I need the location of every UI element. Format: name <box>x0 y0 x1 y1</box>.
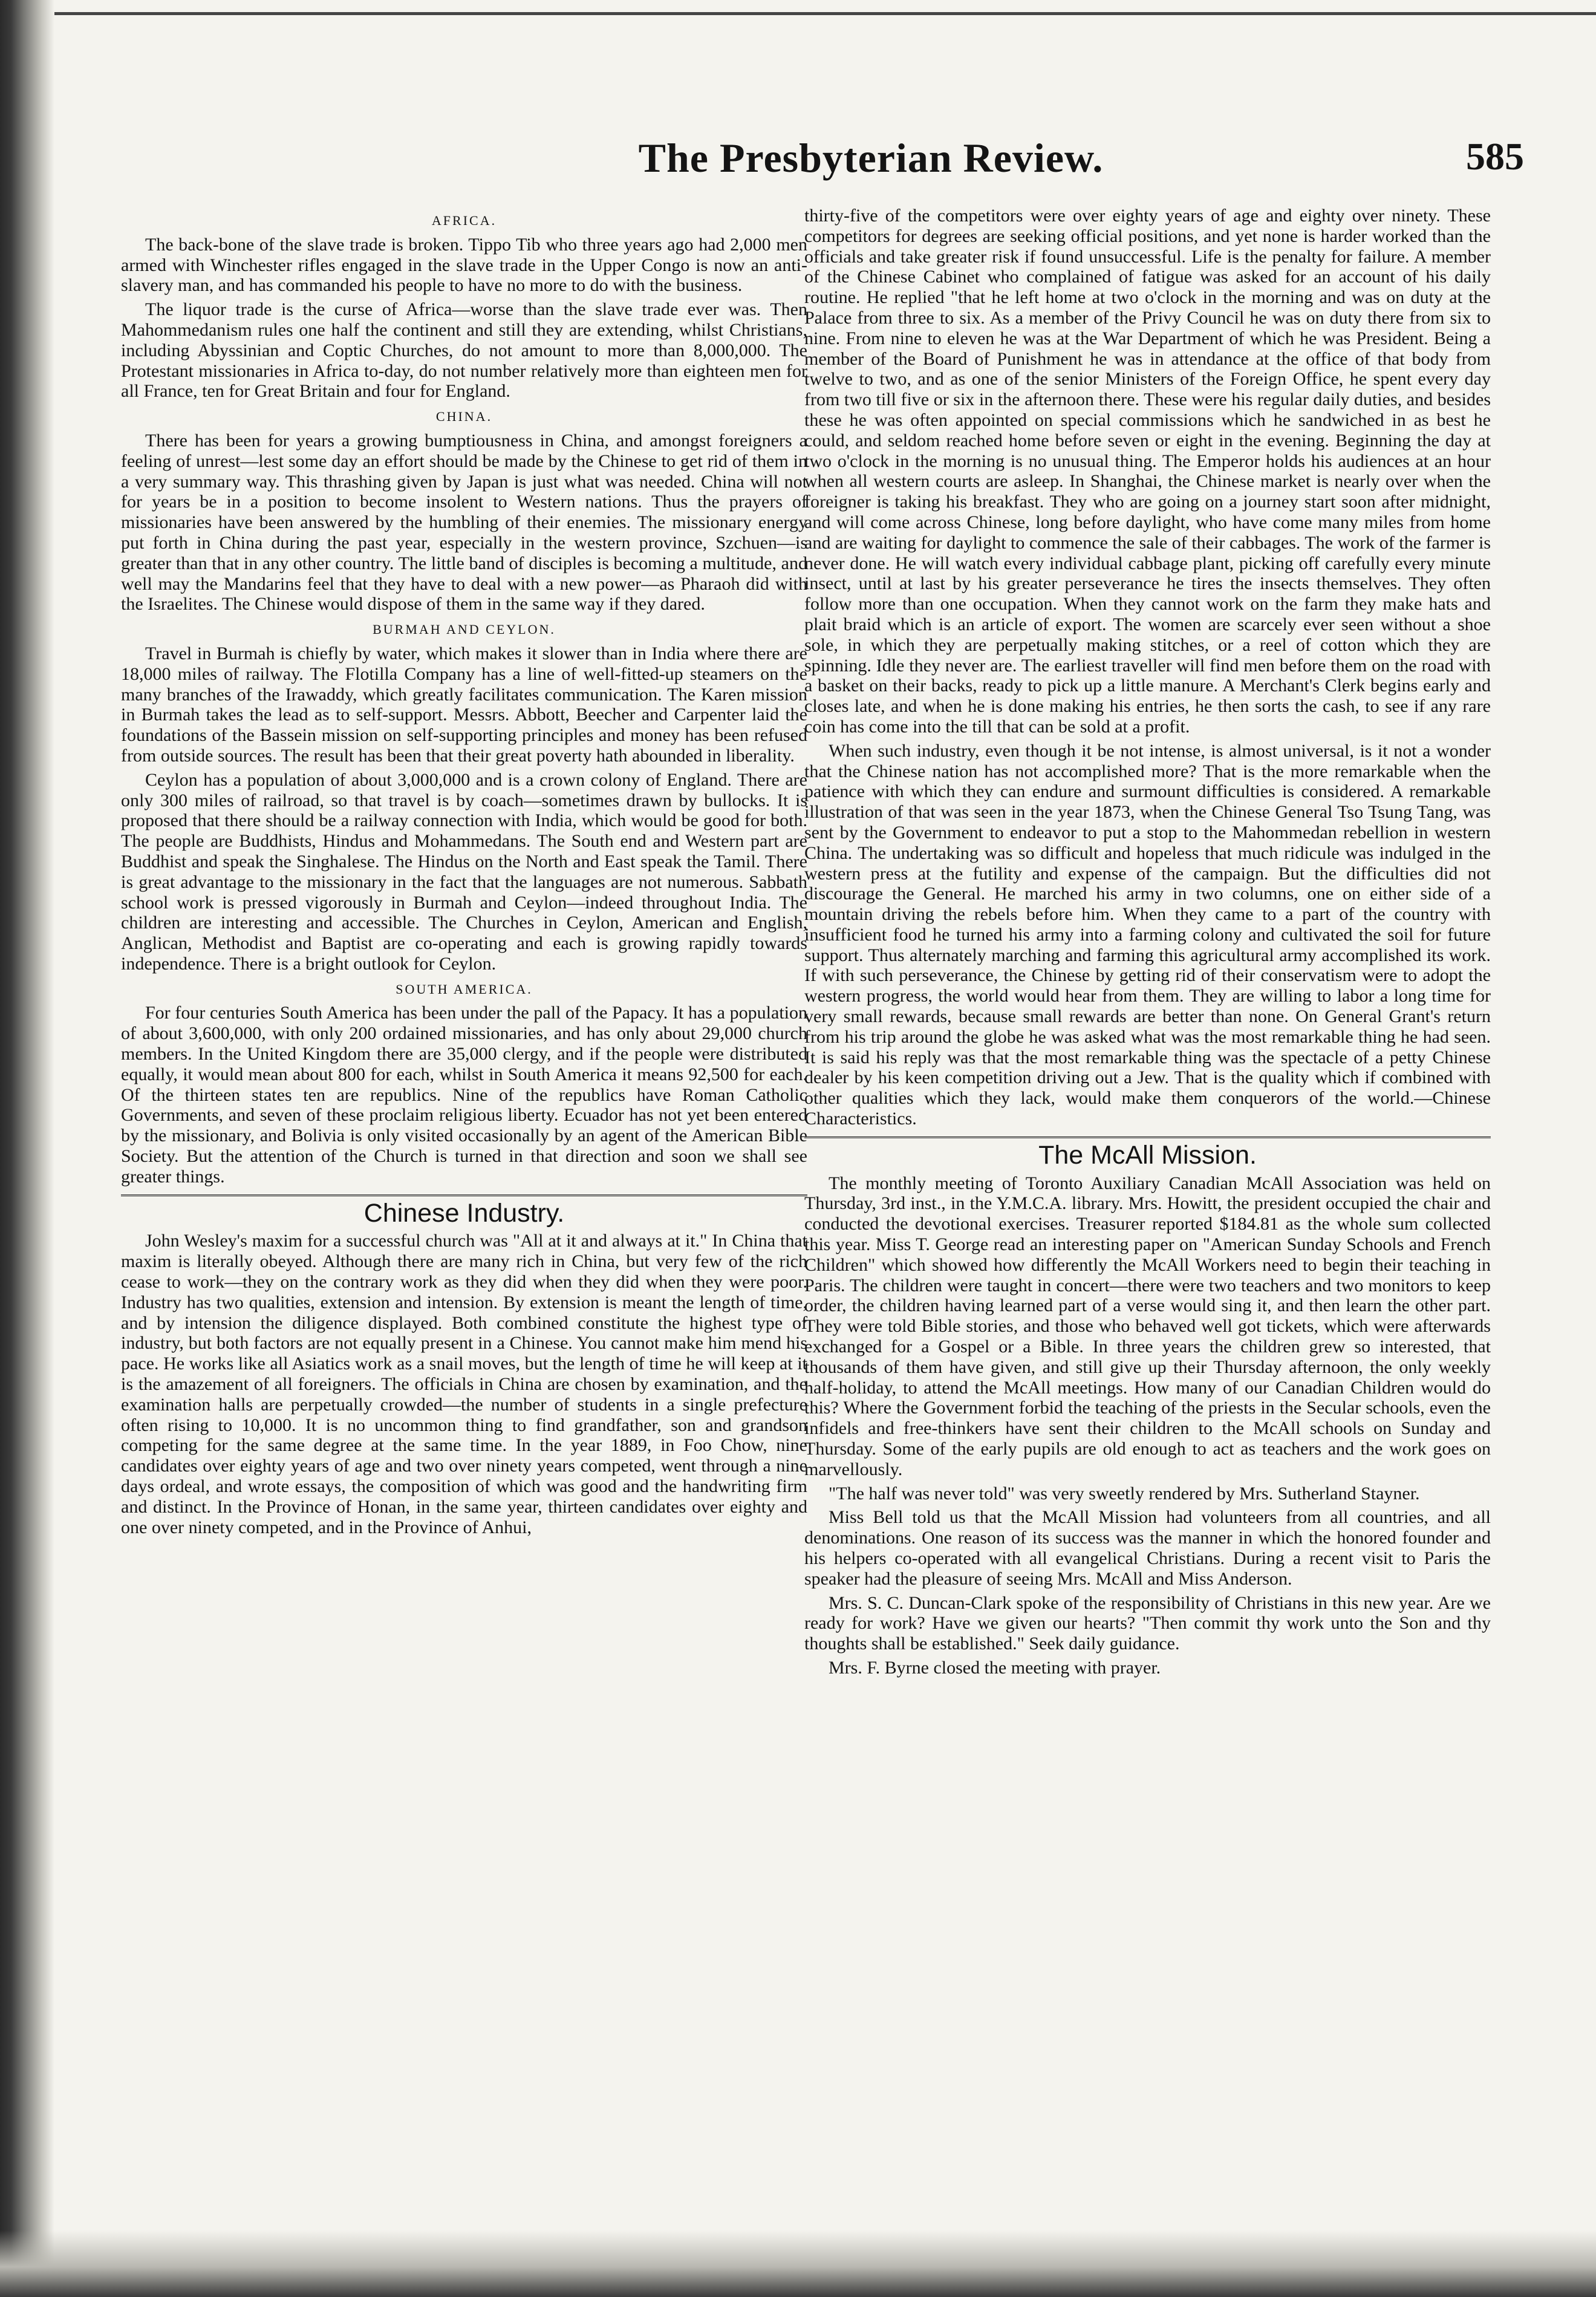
top-rule <box>54 12 1596 15</box>
chinese-industry-title: Chinese Industry. <box>121 1194 807 1224</box>
china-heading: CHINA. <box>435 409 493 425</box>
paragraph: The monthly meeting of Toronto Auxiliary Canadian McAll Association was held on Thursday, 3rd inst., in the Y.M.C.A. library. Mrs. Howitt, the president occupied the chair and conducted the devotional exercises. Treasurer reported $184.81 as the whole sum collected this year. Miss T. George read an interesting paper on "American Sunday Schools and French Children" which showed how differently the McAll Workers need to begin their teaching in Paris. The children were taught in concert—there were two teachers and two monitors to keep order, the children having learned part of a verse would sing it, and then learn the other part. They were told Bible stories, and those who behaved well got tickets, which were afterwards exchanged for a Gospel or a Bible. In three years the children grew so interested, that thousands of them have given, and still give up their Thursday afternoon, the only weekly half-holiday, to attend the McAll meetings. How many of our Canadian Children would do this? Where the Government forbid the teaching of the priests in the Secular schools, even the infidels and free-thinkers have sent their children to the McAll schools on Sunday and Thursday. Some of the early pupils are old enough to act as teachers and the work goes on marvellously. <box>804 1173 1491 1479</box>
africa-heading: AFRICA. <box>431 213 497 228</box>
scan-edge-left <box>0 0 54 2297</box>
burmah-heading: BURMAH AND CEYLON. <box>373 622 556 637</box>
paragraph: John Wesley's maxim for a successful church was "All at it and always at it." In China that maxim is literally obeyed. Although there are many rich in China, but very few of the rich cease to work—they on the contrary work as they did when they did when they were poor. Industry has two qualities, extension and intension. By extension is meant the length of time, and by intension the diligence displayed. Both combined constitute the highest type of industry, but both factors are not equally present in a Chinese. You cannot make him mend his pace. He works like all Asiatics work as a snail moves, but the length of time he will keep at it is the amazement of all foreigners. The officials in China are chosen by examination, and the examination halls are perpetually crowded—the number of students in a single prefecture often rising to 10,000. It is no uncommon thing to find grandfather, son and grandson competing for the same degree at the same time. In the year 1889, in Foo Chow, nine candidates over eighty years of age and two over ninety years competed, went through a nine days ordeal, and wrote essays, the composition of which was good and the handwriting firm and distinct. In the Province of Honan, in the same year, thirteen candidates over eighty and one over ninety competed, and in the Province of Anhui, <box>121 1231 807 1537</box>
left-column <box>121 206 807 1541</box>
paragraph: Ceylon has a population of about 3,000,000 and is a crown colony of England. There are only 300 miles of railroad, so that travel is by coach—sometimes drawn by bullocks. It is proposed that there should be a railway connection with India, which would be good for both. The people are Buddhists, Hindus and Mohammedans. The South end and Western part are Buddhist and speak the Singhalese. The Hindus on the North and East speak the Tamil. There is great advantage to the missionary in the fact that the languages are not numerous. Sabbath school work is pressed vigorously in Burmah and Ceylon—indeed throughout India. The children are interesting and accessible. The Churches in Ceylon, American and English, Anglican, Methodist and Baptist are co-operating and each is growing rapidly towards independence. There is a bright outlook for Ceylon. <box>121 769 807 974</box>
paragraph: Mrs. F. Byrne closed the meeting with prayer. <box>829 1657 1161 1678</box>
journal-title: The Presbyterian Review. <box>638 135 1104 181</box>
paragraph: For four centuries South America has been under the pall of the Papacy. It has a population of about 3,600,000, with only 200 ordained missionaries, and has only about 29,000 church members. In the United Kingdom there are 35,000 clergy, and if the people were distributed equally, it would mean about 800 for each, whilst in South America it means 92,500 for each. Of the thirteen states ten are republics. Nine of the republics have Roman Catholic Governments, and seven of these proclaim religious liberty. Ecuador has not yet been entered by the missionary, and Bolivia is only visited occasionally by an agent of the American Bible Society. But the attention of the Church is turned in that direction and soon we shall see greater things. <box>121 1003 807 1187</box>
paragraph: Travel in Burmah is chiefly by water, which makes it slower than in India where there are 18,000 miles of railway. The Flotilla Company has a line of well-fitted-up steamers on the many branches of the Irawaddy, which greatly facilitates communication. The Karen mission in Burmah takes the lead as to self-support. Messrs. Abbott, Beecher and Carpenter laid the foundations of the Bassein mission on self-supporting principles and money has been refused from outside sources. The result has been that their great poverty hath abounded in liberality. <box>121 643 807 766</box>
paragraph: thirty-five of the competitors were over eighty years of age and eighty over ninety. These competitors for degrees are seeking official positions, and yet none is harder worked than the officials and take greater risk if found unsuccessful. Life is the penalty for failure. A member of the Chinese Cabinet who complained of fatigue was asked for an account of his daily routine. He replied "that he left home at two o'clock in the morning and was on duty at the Palace from three to six. As a member of the Privy Council he was on duty there from six to nine. From nine to eleven he was at the War Department of which he was President. Being a member of the Board of Punishment he was in attendance at the office of that body from twelve to two, and as one of the senior Ministers of the Foreign Office, he spent every day from two till five or six in the afternoon there. These were his regular daily duties, and besides these he was often appointed on special commissions which he sandwiched in as best he could, and seldom reached home before seven or eight in the evening. Beginning the day at two o'clock in the morning is no unusual thing. The Emperor holds his audiences at an hour when all western courts are asleep. In Shanghai, the Chinese market is nearly over when the foreigner is taking his breakfast. They who are going on a journey start soon after midnight, and will come across Chinese, long before daylight, who have come many miles from home and are waiting for daylight to commence the sale of their cabbages. The work of the farmer is never done. He will watch every individual cabbage plant, picking off carefully every minute insect, until at last by his greater perseverance he tires the insects themselves. They often follow more than one occupation. When they cannot work on the farm they make hats and plait braid which is an article of export. The women are scarcely ever seen without a shoe sole, in which they are perpetually making stitches, or a reel of cotton which they are spinning. Idle they never are. The earliest traveller will find men before them on the road with a basket on their backs, ready to pick up a little manure. A Merchant's Clerk begins early and closes late, and when he is done making his entries, he then sorts the cash, to see if any rare coin has come into the till that can be sold at a profit. <box>804 206 1491 737</box>
paragraph: When such industry, even though it be not intense, is almost universal, is it not a wonder that the Chinese nation has not accomplished more? That is the more remarkable when the patience with which they can endure and surmount difficulties is considered. A remarkable illustration of that was seen in the year 1873, when the Chinese General Tso Tsung Tang, was sent by the Government to endeavor to put a stop to the Mahommedan rebellion in western China. The undertaking was so difficult and hopeless that much ridicule was indulged in the western press at the futility and expense of the campaign. But the difficulties did not discourage the General. He marched his army in two columns, one on either side of a mountain driving the rebels before him. When they came to a part of the country with insufficient food he turned his army into a farming colony and cultivated the soil for future support. Thus alternately marching and farming this agricultural army accomplished its work. If with such perseverance, the Chinese by getting rid of their conservatism were to adopt the western progress, the world would hear from them. They are willing to labor a long time for very small rewards, because small rewards are better than none. On General Grant's return from his trip around the globe he was asked what was the most remarkable thing he had seen. It is said his reply was that the most remarkable thing was the spectacle of a petty Chinese dealer by his keen competition driving out a Jew. That is the quality which if combined with other qualities which they lack, would make them conquerors of the world.—Chinese Characteristics. <box>804 740 1491 1129</box>
paragraph: Miss Bell told us that the McAll Mission had volunteers from all countries, and all denominations. One reason of its success was the manner in which the honored founder and his helpers co-operated with all evangelical Christians. During a recent visit to Paris the speaker had the pleasure of seeing Mrs. McAll and Miss Anderson. <box>804 1507 1491 1589</box>
paragraph: The back-bone of the slave trade is broken. Tippo Tib who three years ago had 2,000 men armed with Winchester rifles engaged in the slave trade in the Upper Congo is now an anti-slavery man, and has commanded his people to have no more to do with the business. <box>121 234 807 296</box>
page-header <box>97 134 1548 195</box>
scan-edge-bottom <box>0 2230 1596 2297</box>
paragraph: There has been for years a growing bumptiousness in China, and amongst foreigners a feeling of unrest—lest some day an effort should be made by the Chinese to get rid of them in a very summary way. This thrashing given by Japan is just what was needed. China will not for years be in a position to become insolent to Western nations. Thus the prayers of missionaries have been answered by the humbling of their enemies. The missionary energy put forth in China during the past year, especially in the western province, Szchuen—is greater than that in any other country. The little band of disciples is becoming a multitude, and well may the Mandarins feel that they have to deal with a new power—as Pharaoh did with the Israelites. The Chinese would dispose of them in the same way if they dared. <box>121 430 807 614</box>
paragraph: The liquor trade is the curse of Africa—worse than the slave trade ever was. Then Mahommedanism rules one half the continent and still they are extending, whilst Christians, including Abyssinian and Coptic Churches, do not amount to more than 8,000,000. The Protestant missionaries in Africa to-day, do not number relatively more than eighteen men for all France, ten for Great Britain and four for England. <box>121 299 807 402</box>
paragraph: "The half was never told" was very sweetly rendered by Mrs. Sutherland Stayner. <box>829 1483 1420 1504</box>
paragraph: Mrs. S. C. Duncan-Clark spoke of the responsibility of Christians in this new year. Are we ready for work? Have we given our hearts? "Then commit thy work unto the Son and thy thoughts shall be established." Seek daily guidance. <box>804 1592 1491 1654</box>
right-column <box>804 206 1491 1682</box>
mcall-mission-title: The McAll Mission. <box>804 1136 1491 1166</box>
page-number: 585 <box>1466 135 1524 178</box>
south-america-heading: SOUTH AMERICA. <box>396 981 533 997</box>
